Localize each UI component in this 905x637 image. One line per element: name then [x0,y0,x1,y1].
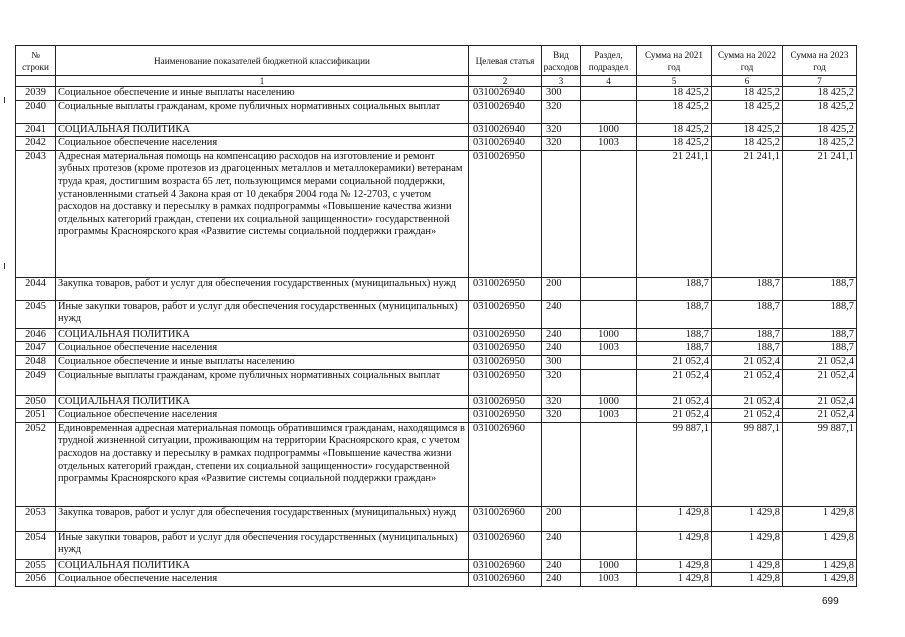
table-row [16,123,857,137]
row-number: 2054 [16,531,56,559]
row-sum-2021: 188,7 [637,342,712,356]
header-sum-2022: Сумма на 2022 год [712,46,783,76]
row-name: Социальное обеспечение населения [56,409,469,423]
row-number: 2055 [16,559,56,573]
row-sum-2022: 18 425,2 [712,87,783,101]
row-section: 1000 [581,395,637,409]
row-sum-2021: 188,7 [637,277,712,300]
row-sum-2021: 1 429,8 [637,531,712,559]
row-sum-2021: 18 425,2 [637,100,712,123]
row-sum-2021: 1 429,8 [637,506,712,531]
row-kind: 320 [542,100,581,123]
row-sum-2021: 21 052,4 [637,395,712,409]
row-number: 2053 [16,506,56,531]
row-number: 2042 [16,137,56,151]
row-sum-2021: 99 887,1 [637,422,712,506]
column-index-row [16,76,857,87]
row-target: 0310026950 [469,300,542,328]
row-name: СОЦИАЛЬНАЯ ПОЛИТИКА [56,395,469,409]
row-number: 2046 [16,328,56,342]
row-name: Социальное обеспечение и иные выплаты населению [56,355,469,369]
budget-table [15,45,857,587]
row-target: 0310026950 [469,277,542,300]
row-sum-2022: 21 241,1 [712,150,783,277]
header-kind: Вид расходов [542,46,581,76]
row-name: СОЦИАЛЬНАЯ ПОЛИТИКА [56,123,469,137]
row-kind: 240 [542,559,581,573]
row-section [581,277,637,300]
row-sum-2022: 18 425,2 [712,100,783,123]
row-section [581,355,637,369]
row-kind: 240 [542,531,581,559]
margin-mark [4,263,5,269]
row-number: 2041 [16,123,56,137]
row-name: Иные закупки товаров, работ и услуг для обеспечения государственных (муниципальных) нужд [56,300,469,328]
column-index: 7 [783,76,857,87]
row-name: Социальные выплаты гражданам, кроме публичных нормативных социальных выплат [56,369,469,395]
row-kind: 320 [542,369,581,395]
row-target: 0310026950 [469,395,542,409]
table-row [16,395,857,409]
column-index [16,76,56,87]
row-name: СОЦИАЛЬНАЯ ПОЛИТИКА [56,328,469,342]
header-row-number: № строки [16,46,56,76]
row-target: 0310026960 [469,531,542,559]
row-sum-2023: 188,7 [783,300,857,328]
row-sum-2022: 18 425,2 [712,123,783,137]
row-number: 2056 [16,573,56,587]
page-number: 699 [822,596,839,607]
row-sum-2021: 1 429,8 [637,559,712,573]
row-sum-2022: 18 425,2 [712,137,783,151]
row-sum-2021: 18 425,2 [637,87,712,101]
row-section [581,531,637,559]
table-row [16,355,857,369]
row-section [581,422,637,506]
row-name: Социальное обеспечение населения [56,342,469,356]
row-number: 2040 [16,100,56,123]
row-sum-2021: 1 429,8 [637,573,712,587]
row-sum-2021: 18 425,2 [637,137,712,151]
row-sum-2022: 21 052,4 [712,395,783,409]
row-sum-2021: 188,7 [637,328,712,342]
row-sum-2021: 21 052,4 [637,369,712,395]
table-row [16,150,857,277]
row-number: 2050 [16,395,56,409]
row-sum-2022: 1 429,8 [712,573,783,587]
row-sum-2022: 188,7 [712,300,783,328]
table-row [16,300,857,328]
column-index: 1 [56,76,469,87]
row-sum-2023: 21 241,1 [783,150,857,277]
row-section: 1003 [581,137,637,151]
row-target: 0310026940 [469,137,542,151]
row-section: 1003 [581,573,637,587]
row-kind: 240 [542,328,581,342]
row-number: 2044 [16,277,56,300]
row-sum-2023: 18 425,2 [783,100,857,123]
row-kind: 320 [542,137,581,151]
row-sum-2022: 21 052,4 [712,409,783,423]
row-sum-2021: 18 425,2 [637,123,712,137]
row-number: 2048 [16,355,56,369]
row-number: 2045 [16,300,56,328]
header-sum-2023: Сумма на 2023 год [783,46,857,76]
table-row [16,137,857,151]
row-sum-2023: 1 429,8 [783,559,857,573]
row-section [581,150,637,277]
row-number: 2052 [16,422,56,506]
row-sum-2021: 188,7 [637,300,712,328]
row-target: 0310026950 [469,342,542,356]
row-sum-2022: 188,7 [712,328,783,342]
row-sum-2022: 21 052,4 [712,355,783,369]
row-target: 0310026950 [469,409,542,423]
row-kind: 200 [542,506,581,531]
header-sum-2021: Сумма на 2021 год [637,46,712,76]
column-index: 4 [581,76,637,87]
row-name: Адресная материальная помощь на компенсацию расходов на изготовление и ремонт зубных протезов (кроме протезов из драгоценных металлов и металлокерамики) ветеранам труда края, достигшим возраста 65 лет, пользующимся мерами социальной поддержки, установленными статьей 4 Закона края от 10 декабря 2004 года № 12-2703, с учетом расходов на доставку и пересылку в рамках подпрограммы «Повышение качества жизни отдельных категорий граждан, степени их социальной защищенности» государственной программы Красноярского края «Развитие системы социальной поддержки граждан» [56,150,469,277]
table-row [16,342,857,356]
row-sum-2023: 1 429,8 [783,531,857,559]
row-sum-2022: 1 429,8 [712,506,783,531]
row-target: 0310026940 [469,100,542,123]
row-sum-2021: 21 241,1 [637,150,712,277]
row-kind: 300 [542,355,581,369]
row-target: 0310026940 [469,123,542,137]
row-kind: 320 [542,409,581,423]
row-target: 0310026960 [469,506,542,531]
row-section [581,100,637,123]
row-sum-2023: 21 052,4 [783,369,857,395]
row-kind: 320 [542,123,581,137]
row-sum-2023: 21 052,4 [783,395,857,409]
row-kind: 200 [542,277,581,300]
row-section: 1003 [581,409,637,423]
row-sum-2022: 21 052,4 [712,369,783,395]
row-kind: 240 [542,573,581,587]
table-row [16,422,857,506]
row-sum-2023: 18 425,2 [783,123,857,137]
row-sum-2022: 1 429,8 [712,559,783,573]
row-number: 2049 [16,369,56,395]
row-name: Единовременная адресная материальная помощь обратившимся гражданам, находящимся в трудной жизненной ситуации, проживающим на территории Красноярского края, с учетом расходов на доставку и пересылку в рамках подпрограммы «Повышение качества жизни отдельных категорий граждан, степени их социальной защищенности» государственной программы Красноярского края «Развитие системы социальной поддержки граждан» [56,422,469,506]
row-sum-2021: 21 052,4 [637,355,712,369]
row-section [581,506,637,531]
row-name: Социальное обеспечение и иные выплаты населению [56,87,469,101]
table-header-row [16,46,857,76]
row-section [581,369,637,395]
table-row [16,559,857,573]
row-kind: 240 [542,342,581,356]
row-sum-2023: 99 887,1 [783,422,857,506]
budget-table-sheet [15,45,856,587]
row-target: 0310026950 [469,369,542,395]
row-section: 1000 [581,328,637,342]
row-name: СОЦИАЛЬНАЯ ПОЛИТИКА [56,559,469,573]
column-index: 6 [712,76,783,87]
row-target: 0310026940 [469,87,542,101]
header-target: Целевая статья [469,46,542,76]
row-target: 0310026950 [469,355,542,369]
header-section: Раздел, подраздел [581,46,637,76]
row-section [581,87,637,101]
row-target: 0310026960 [469,573,542,587]
row-section [581,300,637,328]
row-sum-2022: 99 887,1 [712,422,783,506]
row-sum-2023: 1 429,8 [783,506,857,531]
row-sum-2023: 18 425,2 [783,137,857,151]
row-name: Социальные выплаты гражданам, кроме публичных нормативных социальных выплат [56,100,469,123]
row-sum-2023: 21 052,4 [783,355,857,369]
row-sum-2022: 188,7 [712,342,783,356]
row-kind: 320 [542,395,581,409]
row-name: Иные закупки товаров, работ и услуг для обеспечения государственных (муниципальных) нужд [56,531,469,559]
margin-mark [4,97,5,103]
row-sum-2023: 188,7 [783,328,857,342]
table-row [16,573,857,587]
row-section: 1000 [581,559,637,573]
row-sum-2023: 18 425,2 [783,87,857,101]
row-number: 2047 [16,342,56,356]
row-sum-2022: 188,7 [712,277,783,300]
row-name: Закупка товаров, работ и услуг для обеспечения государственных (муниципальных) нужд [56,506,469,531]
row-number: 2051 [16,409,56,423]
table-row [16,100,857,123]
header-name: Наименование показателей бюджетной классификации [56,46,469,76]
table-row [16,409,857,423]
table-row [16,369,857,395]
row-name: Закупка товаров, работ и услуг для обеспечения государственных (муниципальных) нужд [56,277,469,300]
row-kind: 300 [542,87,581,101]
row-name: Социальное обеспечение населения [56,137,469,151]
row-sum-2023: 188,7 [783,342,857,356]
row-sum-2021: 21 052,4 [637,409,712,423]
row-name: Социальное обеспечение населения [56,573,469,587]
row-target: 0310026960 [469,422,542,506]
table-row [16,277,857,300]
row-kind [542,150,581,277]
table-row [16,506,857,531]
column-index: 3 [542,76,581,87]
row-target: 0310026960 [469,559,542,573]
table-row [16,87,857,101]
row-sum-2022: 1 429,8 [712,531,783,559]
row-section: 1000 [581,123,637,137]
table-row [16,328,857,342]
row-sum-2023: 188,7 [783,277,857,300]
row-number: 2043 [16,150,56,277]
column-index: 5 [637,76,712,87]
row-kind: 240 [542,300,581,328]
table-row [16,531,857,559]
row-target: 0310026950 [469,328,542,342]
row-sum-2023: 1 429,8 [783,573,857,587]
row-kind [542,422,581,506]
row-sum-2023: 21 052,4 [783,409,857,423]
row-number: 2039 [16,87,56,101]
row-target: 0310026950 [469,150,542,277]
row-section: 1003 [581,342,637,356]
column-index: 2 [469,76,542,87]
